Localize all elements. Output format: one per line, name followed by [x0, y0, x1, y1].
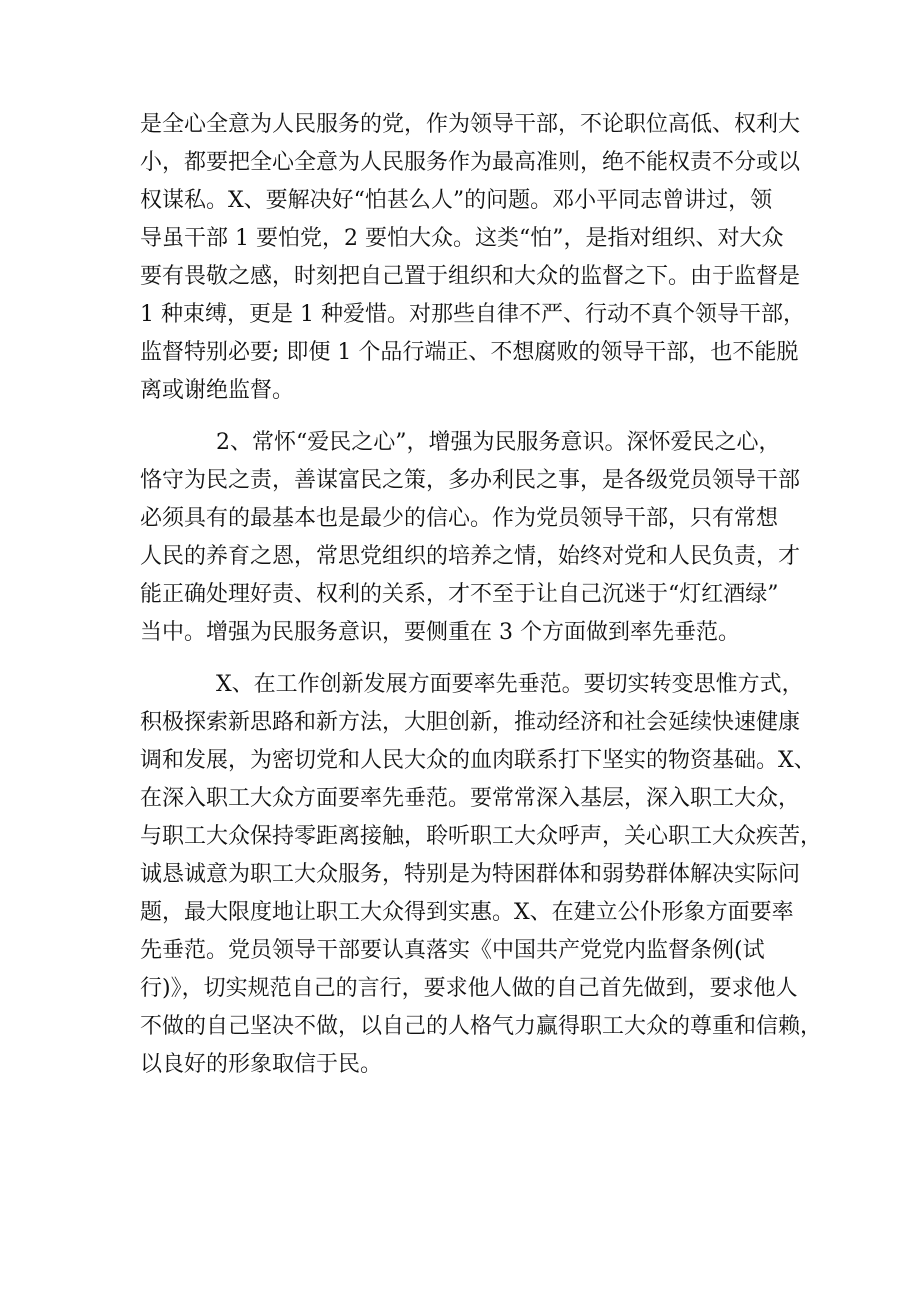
text-line: 1 种束缚，更是 1 种爱惜。对那些自律不严、行动不真个领导干部， — [140, 302, 805, 327]
text-line: 当中。增强为民服务意识，要侧重在 3 个方面做到率先垂范。 — [140, 620, 740, 645]
text-line: 题，最大限度地让职工大众得到实惠。X、在建立公仆形象方面要率 — [140, 900, 794, 925]
text-line: 2、常怀“爱民之心”，增强为民服务意识。深怀爱民之心， — [216, 430, 781, 455]
text-line: 人民的养育之恩，常思党组织的培养之情，始终对党和人民负责，才 — [140, 544, 801, 569]
text-line: 监督特别必要; 即便 1 个品行端正、不想腐败的领导干部，也不能脱 — [140, 340, 799, 365]
text-line: 能正确处理好责、权利的关系，才不至于让自己沉迷于“灯红酒绿” — [140, 582, 779, 607]
text-line: 要有畏敬之感，时刻把自己置于组织和大众的监督之下。由于监督是 — [140, 264, 801, 289]
text-line: 先垂范。党员领导干部要认真落实《中国共产党党内监督条例(试 — [140, 938, 765, 963]
text-line: 导虽干部 1 要怕党，2 要怕大众。这类“怕”，是指对组织、对大众 — [140, 226, 784, 251]
paragraph-spacer — [140, 652, 800, 666]
text-line: 调和发展，为密切党和人民大众的血肉联系打下坚实的物资基础。X、 — [140, 748, 816, 773]
text-line: 诚恳诚意为职工大众服务，特别是为特困群体和弱势群体解决实际问 — [140, 862, 801, 887]
text-line: 积极探索新思路和新方法，大胆创新，推动经济和社会延续快速健康 — [140, 710, 801, 735]
text-line: 在深入职工大众方面要率先垂范。要常常深入基层，深入职工大众， — [140, 786, 801, 811]
text-line: 不做的自己坚决不做，以自己的人格气力赢得职工大众的尊重和信赖， — [140, 1014, 823, 1039]
text-line: 离或谢绝监督。 — [140, 378, 295, 403]
text-line: 行)》，切实规范自己的言行，要求他人做的自己首先做到，要求他人 — [140, 976, 798, 1001]
paragraph-1 — [140, 106, 805, 410]
text-line: 必须具有的最基本也是最少的信心。作为党员领导干部，只有常想 — [140, 506, 779, 531]
text-line: 以良好的形象取信于民。 — [140, 1052, 383, 1077]
document-body — [140, 106, 823, 1084]
text-line: 权谋私。X、要解决好“怕甚么人”的问题。邓小平同志曾讲过，领 — [140, 188, 773, 213]
paragraph-spacer — [140, 410, 800, 424]
text-line: X、在工作创新发展方面要率先垂范。要切实转变思惟方式， — [216, 672, 804, 697]
text-line: 与职工大众保持零距离接触，聆听职工大众呼声，关心职工大众疾苦， — [140, 824, 823, 849]
paragraph-3 — [140, 666, 823, 1084]
text-line: 小，都要把全心全意为人民服务作为最高准则，绝不能权责不分或以 — [140, 150, 801, 175]
text-line: 是全心全意为人民服务的党，作为领导干部，不论职位高低、权利大 — [140, 112, 801, 137]
text-line: 恪守为民之责，善谋富民之策，多办利民之事，是各级党员领导干部 — [140, 468, 801, 493]
paragraph-2 — [140, 424, 800, 652]
